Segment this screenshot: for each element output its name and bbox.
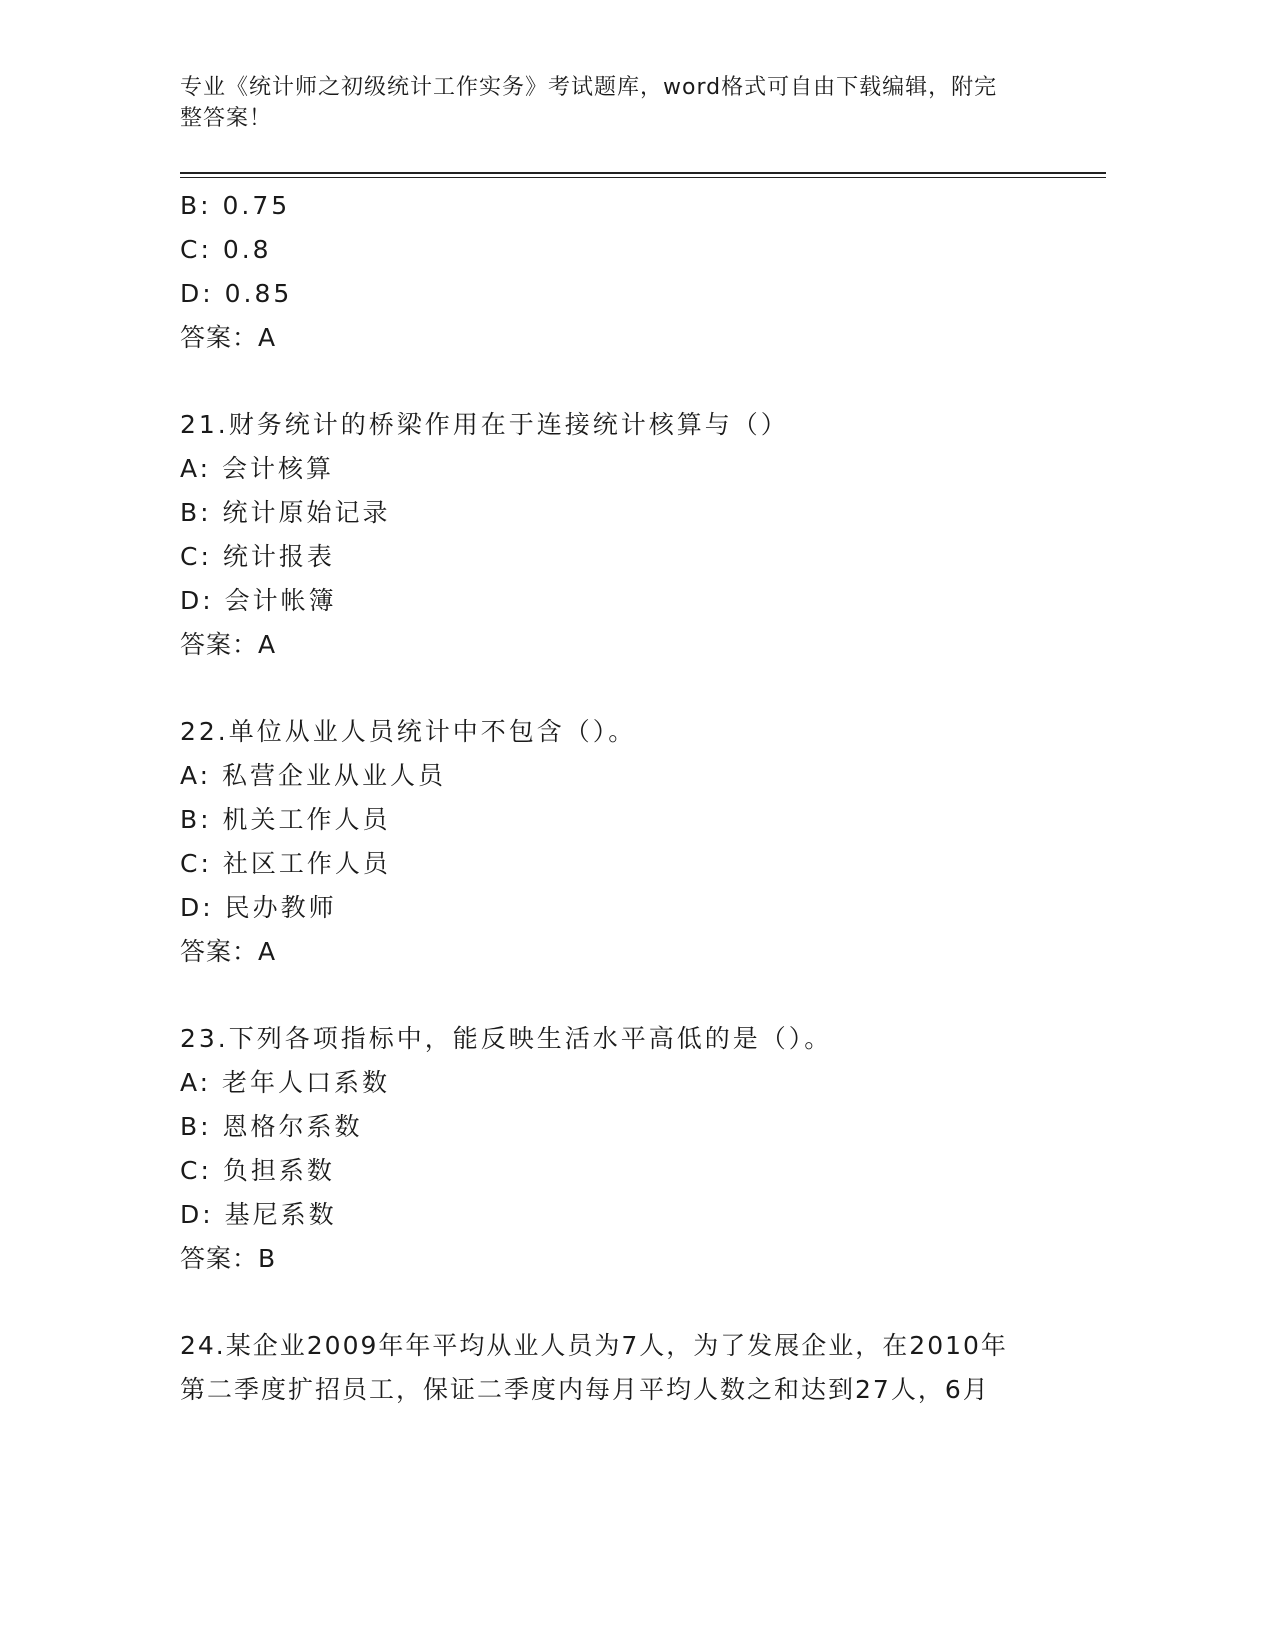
question-stem: 23.下列各项指标中，能反映生活水平高低的是（）。 — [180, 1024, 833, 1053]
option-b: B: 恩格尔系数 — [180, 1112, 363, 1141]
option-b: B: 统计原始记录 — [180, 498, 391, 527]
option-a: A: 会计核算 — [180, 454, 335, 483]
header-divider-thin — [180, 177, 1106, 178]
header-line-2: 整答案！ — [180, 106, 273, 131]
answer-line: 答案：A — [180, 630, 277, 659]
question-stem-line-2: 第二季度扩招员工，保证二季度内每月平均人数之和达到27人，6月 — [180, 1375, 990, 1404]
option-b: B: 机关工作人员 — [180, 805, 391, 834]
option-a: A: 老年人口系数 — [180, 1068, 391, 1097]
option-d: D: 会计帐簿 — [180, 586, 337, 615]
header-divider-thick — [180, 172, 1106, 174]
option-d: D: 基尼系数 — [180, 1200, 337, 1229]
option-d: D: 民办教师 — [180, 893, 337, 922]
question-stem: 22.单位从业人员统计中不包含（）。 — [180, 717, 637, 746]
answer-line: 答案：B — [180, 1244, 277, 1273]
question-block-22 — [180, 710, 1080, 974]
option-d: D: 0.85 — [180, 279, 293, 308]
question-block-24 — [180, 1324, 1040, 1412]
option-c: C: 统计报表 — [180, 542, 335, 571]
document-header — [180, 72, 1050, 134]
header-line-1: 专业《统计师之初级统计工作实务》考试题库，word格式可自由下载编辑，附完 — [180, 75, 998, 100]
answer-line: 答案：A — [180, 323, 277, 352]
option-a: A: 私营企业从业人员 — [180, 761, 447, 790]
question-block-23 — [180, 1017, 1080, 1281]
option-c: C: 社区工作人员 — [180, 849, 391, 878]
question-stem-line-1: 24.某企业2009年年平均从业人员为7人，为了发展企业，在2010年 — [180, 1331, 1008, 1360]
answer-line: 答案：A — [180, 937, 277, 966]
question-block-21 — [180, 403, 1080, 667]
option-b: B: 0.75 — [180, 191, 291, 220]
question-stem: 21.财务统计的桥梁作用在于连接统计核算与（） — [180, 410, 789, 439]
question-list — [180, 184, 1080, 1412]
option-c: C: 0.8 — [180, 235, 272, 264]
question-block-prev — [180, 184, 1080, 360]
option-c: C: 负担系数 — [180, 1156, 335, 1185]
